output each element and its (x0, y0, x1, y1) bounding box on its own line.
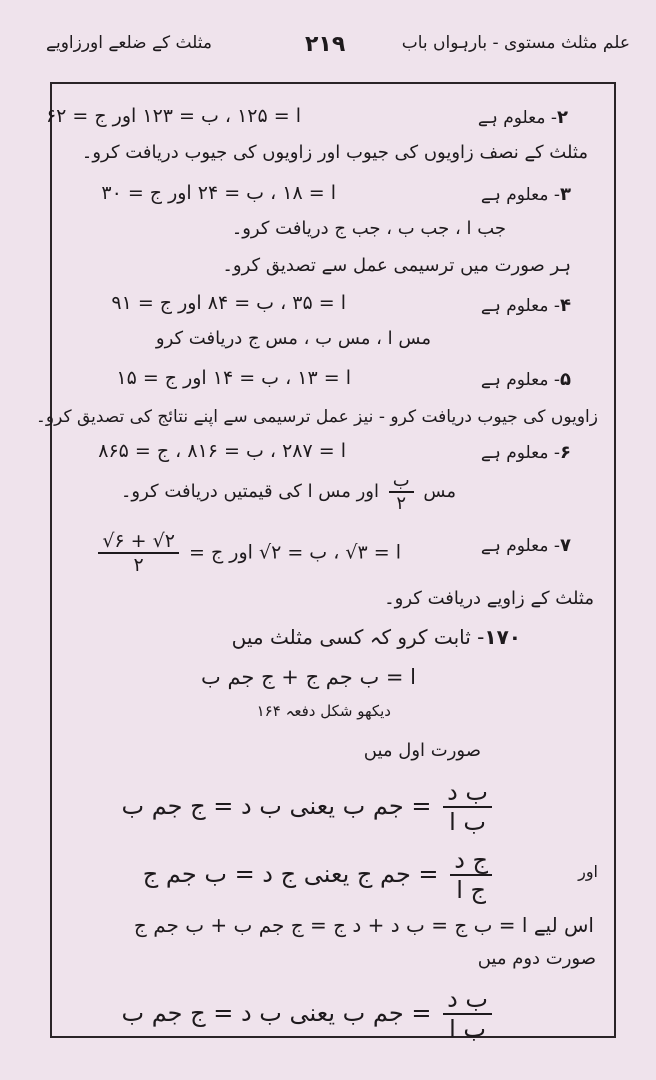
problem-6-heading (481, 442, 571, 463)
fraction-numerator: ب د (443, 985, 492, 1015)
fraction-denominator: ب ا (449, 1015, 486, 1043)
problem-number: ۵ (560, 369, 571, 390)
fraction-denominator: ب ا (449, 808, 486, 836)
equation-3 (121, 985, 496, 1043)
problem-7-given-text: ا = ۳√ ، ب = ۲√ اور ج = (189, 541, 401, 564)
fraction-numerator: ۲√ + ۶√ (98, 530, 179, 554)
problem-number: ۴ (560, 295, 571, 316)
fraction-denominator: ۲ (396, 493, 407, 514)
equation-1-rest: = جم ب یعنی ب د = ج جم ب (121, 792, 432, 820)
problem-6-given: ا = ۲۸۷ ، ب = ۸۱۶ ، ج = ۸۶۵ (98, 440, 346, 462)
fraction-denominator: ج ا (456, 876, 486, 904)
problem-4-heading (481, 295, 571, 316)
theorem-heading (232, 625, 521, 649)
fraction-numerator: ب د (443, 778, 492, 808)
problem-label: - معلوم ہے (480, 443, 560, 463)
fraction-numerator: ج د (450, 846, 492, 876)
case-1-label: صورت اول میں (363, 740, 481, 761)
case-2-label: صورت دوم میں (477, 948, 596, 969)
problem-2-task: مثلث کے نصف زاویوں کی جیوب اور زاویوں کی جیوب دریافت کرو۔ (81, 142, 588, 163)
running-header-left: مثلث کے ضلعے اورزاویے (46, 33, 213, 53)
problem-7-fraction (98, 530, 179, 576)
tan-label: مس (423, 481, 456, 502)
equation-2-rest: = جم ج یعنی ج د = ب جم ج (142, 860, 439, 888)
equation-3-fraction (443, 985, 492, 1043)
problem-3-given: ا = ۱۸ ، ب = ۲۴ اور ج = ۳۰ (101, 182, 336, 204)
problem-7-given (94, 530, 401, 576)
theorem-statement: - ثابت کرو کہ کسی مثلث میں (231, 625, 485, 649)
problem-5-heading (481, 369, 571, 390)
problem-number: ۳ (560, 184, 571, 205)
problem-4-task: مس ا ، مس ب ، مس ج دریافت کرو (155, 328, 431, 349)
fraction-denominator: ۲ (133, 554, 144, 576)
problem-2-heading (478, 107, 568, 128)
problem-number: ۶ (560, 442, 571, 463)
problem-7-task: مثلث کے زاویے دریافت کرو۔ (384, 588, 594, 609)
equation-1-fraction (443, 778, 492, 836)
equation-1 (121, 778, 496, 836)
problem-3-heading (481, 184, 571, 205)
problem-label: - معلوم ہے (480, 185, 560, 205)
half-angle-fraction (389, 470, 414, 514)
problem-3-task-note: ہر صورت میں ترسیمی عمل سے تصدیق کرو۔ (222, 255, 571, 276)
problem-3-task: جب ا ، جب ب ، جب ج دریافت کرو۔ (231, 218, 506, 239)
equation-3-rest: = جم ب یعنی ب د = ج جم ب (121, 999, 432, 1027)
problem-number: ۷ (560, 535, 571, 556)
problem-5-task: زاویوں کی جیوب دریافت کرو - نیز عمل ترسیمی سے اپنے نتائج کی تصدیق کرو۔ (35, 407, 598, 427)
problem-5-given: ا = ۱۳ ، ب = ۱۴ اور ج = ۱۵ (116, 367, 351, 389)
problem-6-task (121, 470, 456, 514)
running-header-right: علم مثلث مستوی - بارہواں باب (401, 33, 630, 53)
problem-6-task-rest: اور مس ا کی قیمتیں دریافت کرو۔ (120, 481, 379, 502)
problem-label: - معلوم ہے (477, 108, 557, 128)
problem-4-given: ا = ۳۵ ، ب = ۸۴ اور ج = ۹۱ (111, 292, 346, 314)
equation-2 (143, 846, 496, 904)
problem-label: - معلوم ہے (480, 296, 560, 316)
problem-label: - معلوم ہے (480, 536, 560, 556)
fraction-numerator: ب (389, 470, 414, 493)
and-word: اور (578, 862, 598, 881)
page-number: ۲۱۹ (305, 32, 346, 57)
therefore-equation: اس لیے ا = ب ج = ب د + د ج = ج جم ب + ب جم ج (133, 913, 594, 937)
equation-2-fraction (450, 846, 492, 904)
problem-label: - معلوم ہے (480, 370, 560, 390)
problem-number: ۲ (557, 107, 568, 128)
theorem-number: ۱۷۰ (484, 625, 521, 649)
problem-2-given: ا = ۱۲۵ ، ب = ۱۲۳ اور ج = ۶۲ (45, 105, 301, 127)
figure-reference: دیکھو شکل دفعہ ۱۶۴ (256, 702, 391, 720)
problem-7-heading (481, 535, 571, 556)
theorem-formula: ا = ب جم ج + ج جم ب (201, 665, 416, 689)
